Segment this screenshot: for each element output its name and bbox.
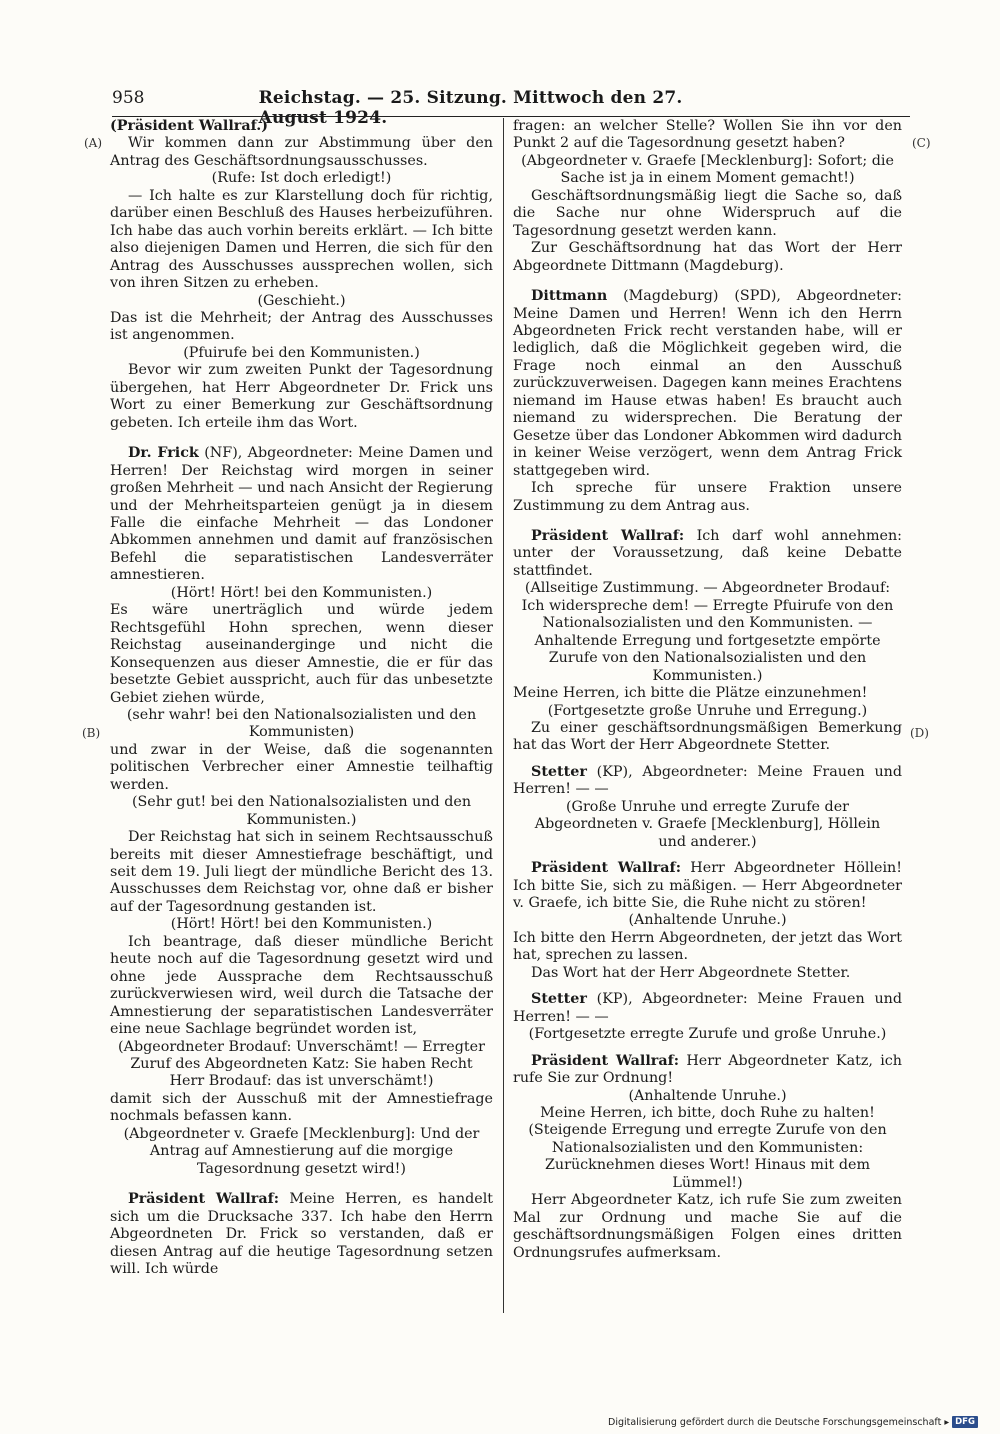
paragraph: Wir kommen dann zur Abstimmung über den Antrag des Geschäftsordnungsausschusses. [110, 135, 493, 169]
paragraph: und zwar in der Weise, daß die sogenannten politischen Verbrecher einer Amnestie teilhaftig werden. [110, 741, 493, 793]
paragraph: Das ist die Mehrheit; der Antrag des Ausschusses ist angenommen. [110, 309, 493, 344]
interjection: (Steigende Erregung und erregte Zurufe von den Nationalsozialisten und den Kommunisten: Zurücknehmen dieses Wort! Hinaus mit dem Lümmel!) [528, 1122, 887, 1191]
speech-text: (NF), Abgeordneter: Meine Damen und Herren! Der Reichstag wird morgen in seiner großen Mehrheit — und nach Ansicht der Regierung und der Mehrheitsparteien genügt ja in diesem Falle die einfache Mehrheit — das Londoner Abkommen annehmen und damit auf französischen Befehl die separatistischen Landesverräter amnestieren. [110, 445, 494, 584]
interjection: (Hört! Hört! bei den Kommunisten.) [170, 584, 433, 601]
footer-credit: Digitalisierung gefördert durch die Deutsche Forschungsgemeinschaft ▸ DFG [608, 1414, 978, 1430]
paragraph: fragen: an welcher Stelle? Wollen Sie ihn vor den Punkt 2 auf die Tagesordnung gesetzt haben? [513, 118, 902, 152]
interjection: (Sehr gut! bei den Nationalsozialisten und den Kommunisten.) [131, 794, 472, 828]
speech-paragraph [513, 1053, 902, 1088]
speech-text: Meine Herren, es handelt sich um die Drucksache 337. Ich habe den Herrn Abgeordneten Dr. Frick so verstanden, daß er diesen Antrag auf die heutige Tagesordnung setzen will. Ich würde [110, 1191, 494, 1277]
speaker-name: Stetter [531, 763, 587, 780]
header-rule [112, 116, 910, 117]
interjection: (Fortgesetzte große Unruhe und Erregung.) [547, 702, 868, 719]
speech-text: Herr Abgeordneter Katz, ich rufe Sie zur Ordnung! [513, 1052, 902, 1087]
interjection: (Abgeordneter Brodauf: Unverschämt! — Erregter Zuruf des Abgeordneten Katz: Sie haben Recht Herr Brodauf: das ist unverschämt!) [118, 1038, 485, 1090]
speech-paragraph [110, 445, 493, 585]
spacer [110, 432, 493, 445]
margin-marker-a: (A) [84, 136, 103, 150]
interjection: (Pfuirufe bei den Kommunisten.) [183, 344, 420, 361]
page-number: 958 [112, 88, 145, 108]
paragraph: Das Wort hat der Herr Abgeordnete Stetter. [531, 964, 851, 981]
speaker-continuation: (Präsident Wallraf.) [110, 118, 268, 134]
paragraph: Ich beantrage, daß dieser mündliche Bericht heute noch auf die Tagesordnung gesetzt wird und ohne jede Aussprache dem Rechtsausschuß zurückverwiesen wird, weil durch die Tatsache der Amnestierung der separatistischen Landesverräter eine neue Sachlage begründet worden ist, [110, 933, 493, 1038]
speaker-name: Präsident Wallraf: [128, 1191, 280, 1208]
paragraph: — Ich halte es zur Klarstellung doch für richtig, darüber einen Beschluß des Hauses herbeizuführen. Ich habe das auch vorhin bereits erklärt. — Ich bitte also diejenigen Damen und Herren, die sich für den Antrag des Ausschusses aussprechen wollen, sich von ihren Sitzen zu erheben. [110, 187, 493, 292]
spacer [513, 515, 902, 528]
speaker-name: Präsident Wallraf: [531, 1052, 680, 1069]
paragraph: Der Reichstag hat sich in seinem Rechtsausschuß bereits mit dieser Amnestiefrage beschäftigt, und seit dem 19. Juli liegt der mündliche Bericht des 13. Ausschusses dem Reichstag vor, ohne daß er bisher auf der Tagesordnung gestanden ist. [110, 829, 493, 915]
speech-text: (Magdeburg) (SPD), Abgeordneter: Meine Damen und Herren! Wenn ich den Herrn Abgeordneten Frick recht verstanden habe, will er lediglich, daß die Möglichkeit gegeben wird, die Frage noch einmal an den Ausschuß zurückzuverweisen. Dagegen kann meines Erachtens niemand im Hause etwas haben! Es braucht auch niemand zu widersprechen. Die Beratung der Gesetze über das Londoner Abkommen wird dadurch in keiner Weise verzögert, wenn dem Antrag Frick stattgegeben wird. [513, 288, 902, 479]
speech-paragraph [513, 991, 902, 1026]
paragraph: Ich bitte den Herrn Abgeordneten, der jetzt das Wort hat, sprechen zu lassen. [513, 929, 902, 964]
paragraph: Zu einer geschäftsordnungsmäßigen Bemerkung hat das Wort der Herr Abgeordnete Stetter. [513, 719, 902, 754]
page-title: Reichstag. — 25. Sitzung. Mittwoch den 27. August 1924. [258, 88, 683, 128]
speaker-name: Dr. Frick [128, 445, 199, 462]
speaker-name: Stetter [531, 991, 587, 1008]
interjection: (Hört! Hört! bei den Kommunisten.) [170, 916, 433, 933]
speech-paragraph [513, 764, 902, 799]
paragraph: Geschäftsordnungsmäßig liegt die Sache so, daß die Sache nur ohne Widerspruch auf die Tagesordnung gesetzt werden kann. [513, 187, 902, 239]
speaker-name: Präsident Wallraf: [531, 527, 685, 544]
margin-marker-b: (B) [82, 726, 101, 740]
spacer [513, 851, 902, 860]
paragraph: Meine Herren, ich bitte die Plätze einzunehmen! [513, 685, 868, 702]
speech-text: (KP), Abgeordneter: Meine Frauen und Herren! — — [513, 991, 903, 1025]
dfg-logo-icon: DFG [952, 1416, 978, 1428]
paragraph: Es wäre unerträglich und würde jedem Rechtsgefühl Hohn sprechen, wenn dieser Reichstag auseinanderginge und nicht die Konsequenzen aus dieser Amnestie, die er für das besetzte Gebiet ausspricht, auch für das unbesetzte Gebiet ziehen würde, [110, 602, 493, 706]
interjection: (Anhaltende Unruhe.) [628, 1087, 787, 1104]
spacer [110, 1178, 493, 1191]
speech-paragraph [513, 860, 902, 912]
paragraph: Bevor wir zum zweiten Punkt der Tagesordnung übergehen, hat Herr Abgeordneter Dr. Frick uns Wort zu einer Bemerkung zur Geschäftsordnung gebeten. Ich erteile ihm das Wort. [110, 362, 493, 431]
speech-text: Ich darf wohl annehmen: unter der Voraussetzung, daß keine Debatte stattfindet. [513, 527, 902, 579]
margin-marker-d: (D) [910, 726, 929, 740]
speech-text: Herr Abgeordneter Höllein! Ich bitte Sie, sich zu mäßigen. — Herr Abgeordneter v. Graefe, ich bitte Sie, die Ruhe nicht zu stören! [513, 860, 902, 912]
footer-text: Digitalisierung gefördert durch die Deutsche Forschungsgemeinschaft [608, 1416, 942, 1428]
right-column [513, 118, 902, 1262]
paragraph: Herr Abgeordneter Katz, ich rufe Sie zum zweiten Mal zur Ordnung und mache Sie auf die geschäftsordnungsmäßigen Folgen eines dritten Ordnungsrufes aufmerksam. [513, 1192, 902, 1261]
interjection: (sehr wahr! bei den Nationalsozialisten und den Kommunisten) [126, 706, 477, 741]
margin-marker-c: (C) [912, 136, 931, 150]
paragraph: Zur Geschäftsordnung hat das Wort der Herr Abgeordnete Dittmann (Magdeburg). [513, 240, 902, 274]
interjection: (Anhaltende Unruhe.) [628, 912, 787, 929]
paragraph: damit sich der Ausschuß mit der Amnestiefrage nochmals befassen kann. [110, 1090, 493, 1125]
speaker-name: Dittmann [531, 288, 608, 305]
interjection: (Fortgesetzte erregte Zurufe und große Unruhe.) [528, 1026, 887, 1043]
spacer [513, 1044, 902, 1053]
speech-text: (KP), Abgeordneter: Meine Frauen und Herren! — — [513, 763, 903, 798]
spacer [513, 982, 902, 991]
speaker-name: Präsident Wallraf: [531, 860, 681, 877]
spacer [513, 755, 902, 764]
speech-paragraph [110, 1191, 493, 1278]
column-divider [503, 118, 504, 1313]
spacer [513, 275, 902, 288]
speech-paragraph [513, 528, 902, 580]
interjection: (Geschieht.) [257, 292, 346, 309]
interjection: (Abgeordneter v. Graefe [Mecklenburg]: Und der Antrag auf Amnestierung auf die morgige Tagesordnung gesetzt wird!) [123, 1125, 480, 1177]
interjection: (Große Unruhe und erregte Zurufe der Abgeordneten v. Graefe [Mecklenburg], Höllein und anderer.) [534, 798, 881, 850]
interjection: (Abgeordneter v. Graefe [Mecklenburg]: Sofort; die Sache ist ja in einem Moment gemacht!) [521, 152, 894, 187]
paragraph: Ich spreche für unsere Fraktion unsere Zustimmung zu dem Antrag aus. [513, 480, 902, 514]
interjection: (Allseitige Zustimmung. — Abgeordneter Brodauf: Ich widerspreche dem! — Erregte Pfuirufe von den Nationalsozialisten und den Kommunisten. — Anhaltende Erregung und fortgesetzte empörte Zurufe von den Nationalsozialisten und den Kommunisten.) [521, 580, 894, 684]
interjection: (Rufe: Ist doch erledigt!) [211, 170, 392, 187]
paragraph: Meine Herren, ich bitte, doch Ruhe zu halten! [540, 1105, 875, 1122]
left-column [110, 118, 493, 1278]
speech-paragraph [513, 288, 902, 480]
